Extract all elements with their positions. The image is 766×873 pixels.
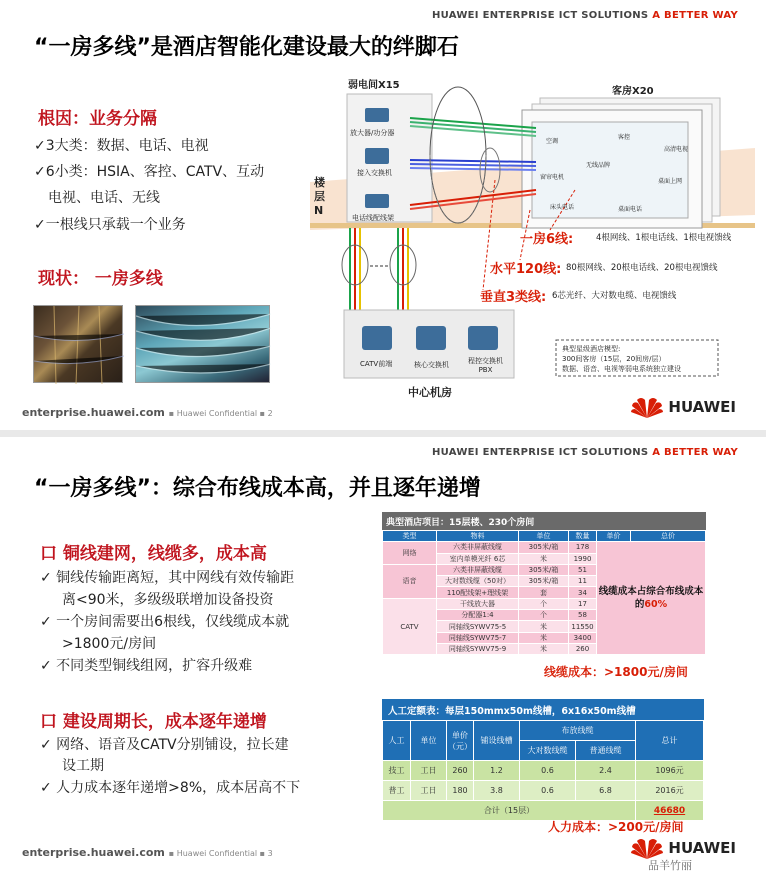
table-cell: 58 (569, 610, 597, 621)
type-cell: 网络 (383, 542, 437, 565)
note-line: 典型星级酒店模型: (562, 345, 621, 353)
slide-3 (0, 437, 766, 873)
device-label: 电话线配线架 (352, 214, 394, 222)
table-cell: 大对数线缆（50对） (437, 576, 519, 587)
section-copper: 口 铜线建网，线缆多，成本高 (40, 544, 267, 564)
table-cell: 工日 (411, 761, 447, 781)
table-cell: 米 (519, 621, 569, 632)
table-cell: 34 (569, 587, 597, 598)
center-label: 核心交换机 (414, 361, 449, 369)
table-cell: 305米/箱 (519, 542, 569, 553)
table-cell: 米 (519, 632, 569, 643)
amplifier-device (365, 108, 389, 122)
callout-vertical: 垂直3类线: (480, 290, 547, 305)
network-diagram (300, 70, 766, 410)
labor-table (382, 699, 704, 821)
copper-item: ✓ 不同类型铜线组网，扩容升级难 (40, 658, 253, 674)
weak-room-label: 弱电间X15 (348, 80, 400, 91)
footer: enterprise.huawei.com ▪ Huawei Confidential ▪ 3 (22, 846, 273, 859)
table-cell: 普工 (383, 781, 411, 801)
table-cell: 0.6 (520, 781, 576, 801)
total-label: 合计（15层） (383, 801, 636, 821)
cable-texture-icon (136, 306, 271, 384)
col-header: 物料 (437, 531, 519, 542)
col-header: 人工 (383, 721, 411, 761)
room-item: 客控 (618, 134, 631, 141)
col-header: 数量 (569, 531, 597, 542)
copper-item: 离<90米，多级级联增加设备投资 (62, 592, 274, 608)
device-label: 放大器/功分器 (350, 129, 395, 137)
table-cell: 同轴线SYWV75-7 (437, 632, 519, 643)
note-line: 数据、语音、电视等弱电系统独立建设 (562, 365, 681, 373)
col-header: 类型 (383, 531, 437, 542)
room-item: 空调 (546, 138, 559, 145)
table-cell: 六类非屏蔽线缆 (437, 542, 519, 553)
type-cell: CATV (383, 598, 437, 654)
table-cell: 六类非屏蔽线缆 (437, 564, 519, 575)
room-item: 桌面电话 (618, 206, 643, 213)
room-item: 床头电话 (550, 204, 575, 211)
center-label: 程控交换机 PBX (468, 357, 503, 374)
table-cell: 260 (447, 761, 474, 781)
copper-item: ✓ 铜线传输距离短，其中网线有效传输距 (40, 570, 295, 586)
copper-item-highlight: >1800元/房间 (62, 636, 157, 652)
cause-item: ✓6小类：HSIA、客控、CATV、互动 (34, 164, 265, 180)
table-cell: 0.6 (520, 761, 576, 781)
table-cell: 3.8 (474, 781, 520, 801)
slide-title: “一房多线”是酒店智能化建设最大的绊脚石 (34, 35, 459, 60)
table-cell: 干线放大器 (437, 598, 519, 609)
type-cell: 语音 (383, 564, 437, 598)
callout-room-lines-text: 4根网线、1根电话线、1根电视馈线 (596, 233, 732, 243)
huawei-logo: HUAWEI (631, 396, 736, 418)
table-cell: 室内单模光纤 6芯 (437, 553, 519, 564)
labor-cost-summary: 人力成本：>200元/房间 (548, 820, 684, 834)
copper-item: ✓ 一个房间需要出6根线，仅线缆成本就 (40, 614, 290, 630)
callout-vertical-text: 6芯光纤、大对数电缆、电视馈线 (552, 291, 677, 301)
table-cell: 260 (569, 643, 597, 654)
watermark-text: 品羊竹丽 (648, 859, 692, 872)
callout-horizontal: 水平120线: (490, 262, 562, 277)
guest-room-label: 客房X20 (612, 86, 654, 97)
table-cell: 110配线架+理线架 (437, 587, 519, 598)
center-label: CATV前端 (360, 360, 393, 368)
room-item: 桌面上网 (658, 178, 683, 185)
table-cell: 技工 (383, 761, 411, 781)
cabinet-photo-1 (33, 305, 123, 383)
footer: enterprise.huawei.com ▪ Huawei Confidential ▪ 2 (22, 406, 273, 419)
table-cell: 11 (569, 576, 597, 587)
huawei-petal-icon (631, 396, 663, 418)
table-cell: 工日 (411, 781, 447, 801)
callout-room-lines: 一房6线: (520, 232, 574, 247)
note-line: 300间客房（15层，20间房/层） (562, 355, 666, 363)
col-header: 单价 (597, 531, 631, 542)
cycle-item: 设工期 (62, 758, 104, 774)
col-header: 单价 （元） (447, 721, 474, 761)
table-cell: 180 (447, 781, 474, 801)
table-cell: 米 (519, 553, 569, 564)
table-cell: 套 (519, 587, 569, 598)
huawei-logo: HUAWEI (631, 837, 736, 859)
cause-item: 电视、电话、无线 (48, 190, 160, 206)
table-cell: 米 (519, 643, 569, 654)
table-cell: 2016元 (636, 781, 704, 801)
header-tagline: HUAWEI ENTERPRISE ICT SOLUTIONS A BETTER WAY (431, 10, 738, 21)
room-item: 窗帘电机 (540, 174, 565, 181)
table-cell: 2.4 (576, 761, 636, 781)
access-switch-device (365, 148, 389, 164)
col-header: 单位 (519, 531, 569, 542)
slide-2 (0, 0, 766, 430)
patch-panel-device (365, 194, 389, 208)
col-header: 总计 (636, 721, 704, 761)
table-cell: 17 (569, 598, 597, 609)
table-cell: 3400 (569, 632, 597, 643)
material-table-title: 典型酒店项目：15层楼、230个房间 (382, 512, 706, 530)
total-value: 46680 (636, 801, 704, 821)
table-cell: 1.2 (474, 761, 520, 781)
table-cell: 11550 (569, 621, 597, 632)
table-cell: 305米/箱 (519, 576, 569, 587)
table-cell: 1096元 (636, 761, 704, 781)
cabinet-photo-2 (135, 305, 270, 383)
floor-label: 楼 层 N (314, 176, 325, 217)
status-heading: 现状： 一房多线 (38, 269, 163, 289)
table-cell: 同轴线SYWV75-5 (437, 621, 519, 632)
col-header: 单位 (411, 721, 447, 761)
labor-table-title: 人工定额表：每层150mmx50m线槽，6x16x50m线槽 (382, 699, 704, 720)
center-room-label: 中心机房 (408, 386, 452, 399)
section-cycle: 口 建设周期长，成本逐年递增 (40, 712, 267, 732)
slide-title: “一房多线”：综合布线成本高，并且逐年递增 (34, 476, 481, 501)
huawei-petal-icon (631, 837, 663, 859)
slide-separator (0, 430, 766, 437)
material-table (382, 512, 706, 655)
table-cell: 个 (519, 610, 569, 621)
cause-heading: 根因：业务分隔 (38, 109, 157, 129)
cable-cost-summary: 线缆成本：>1800元/房间 (544, 665, 688, 679)
table-cell: 1990 (569, 553, 597, 564)
col-header: 铺设线槽 (474, 721, 520, 761)
core-switch-icon (416, 326, 446, 350)
pbx-icon (468, 326, 498, 350)
header-tagline: HUAWEI ENTERPRISE ICT SOLUTIONS A BETTER WAY (431, 447, 738, 458)
table-cell: 个 (519, 598, 569, 609)
cause-item: ✓一根线只承载一个业务 (34, 217, 186, 233)
col-header: 大对数线缆 (520, 741, 576, 761)
cost-share-note: 线缆成本占综合布线成本的60% (597, 542, 706, 655)
table-cell: 分配器1:4 (437, 610, 519, 621)
cable-texture-icon (34, 306, 124, 384)
table-cell: 51 (569, 564, 597, 575)
device-label: 接入交换机 (357, 169, 392, 177)
col-header: 布放线缆 (520, 721, 636, 741)
room-item: 无线品牌 (586, 162, 611, 169)
cause-item: ✓3大类：数据、电话、电视 (34, 138, 209, 154)
cycle-item: ✓ 网络、语音及CATV分别铺设，拉长建 (40, 737, 289, 753)
table-cell: 6.8 (576, 781, 636, 801)
table-cell: 305米/箱 (519, 564, 569, 575)
table-cell: 同轴线SYWV75-9 (437, 643, 519, 654)
room-item: 高清电视 (664, 146, 689, 153)
catv-headend-icon (362, 326, 392, 350)
callout-horizontal-text: 80根网线、20根电话线、20根电视馈线 (566, 263, 718, 273)
col-header: 总价 (631, 531, 706, 542)
table-cell: 178 (569, 542, 597, 553)
cycle-item: ✓ 人力成本逐年递增>8%，成本居高不下 (40, 780, 301, 796)
col-header: 普通线缆 (576, 741, 636, 761)
